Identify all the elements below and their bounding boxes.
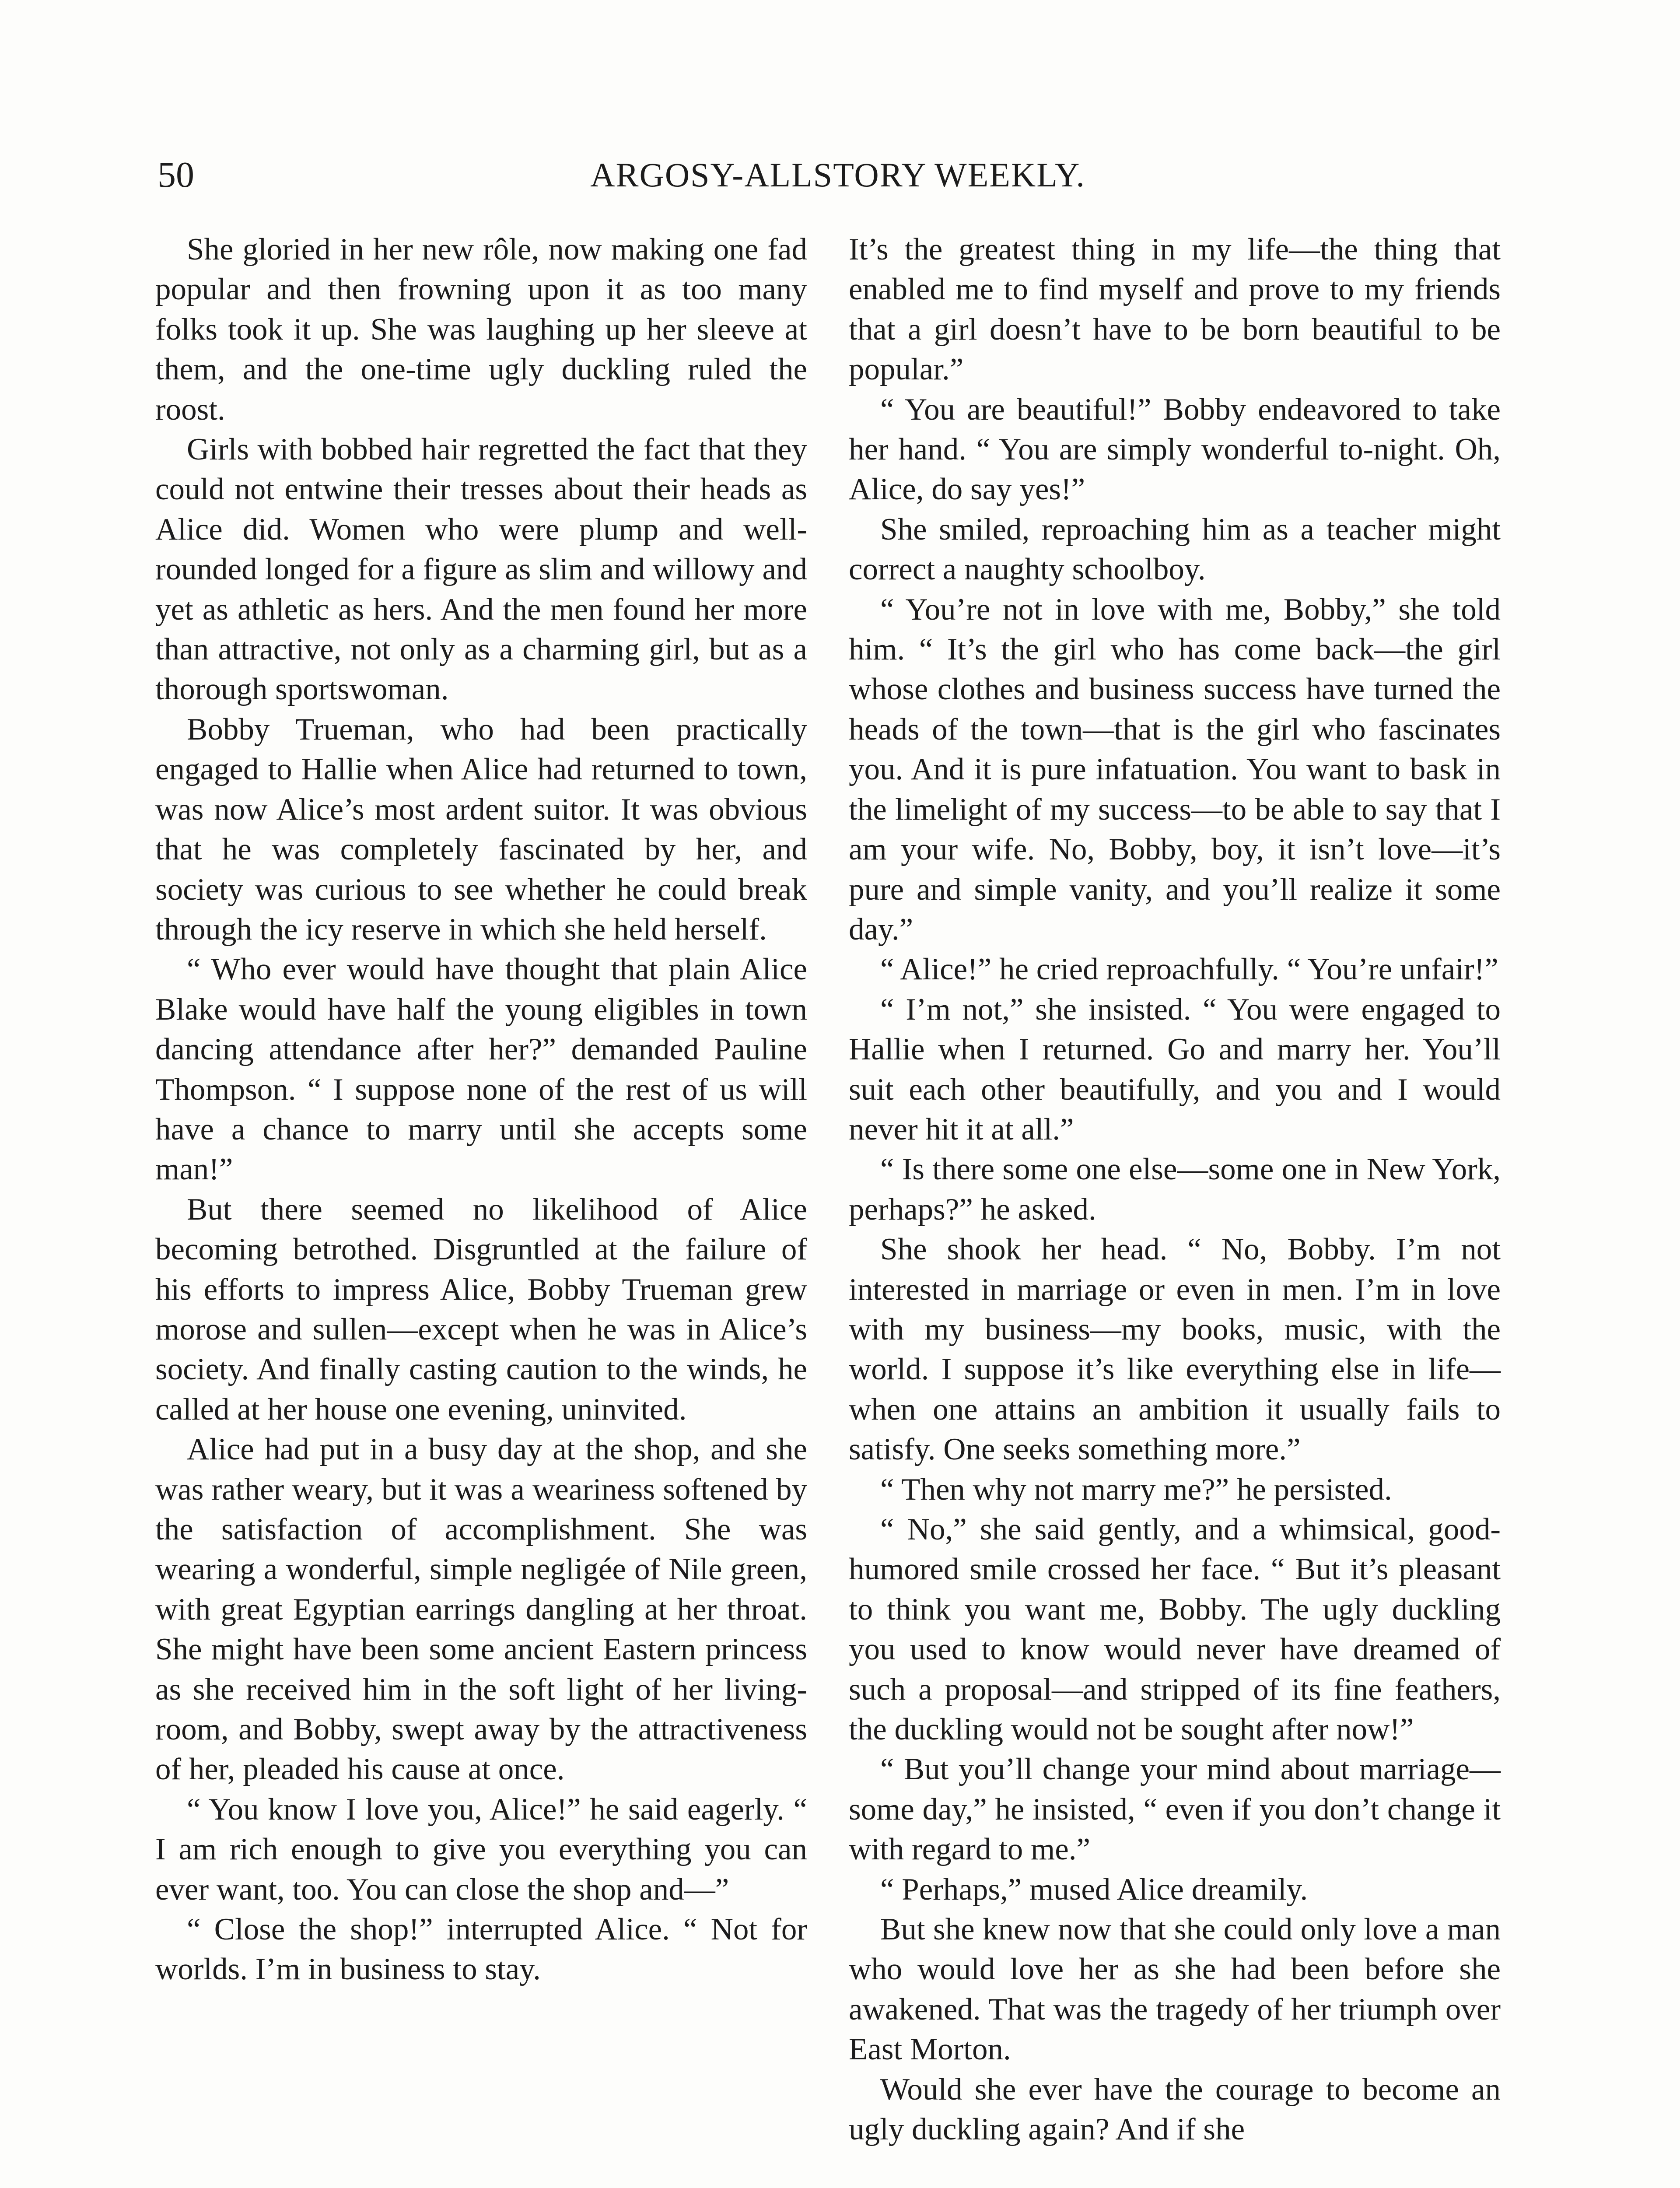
paragraph: “ You’re not in love with me, Bobby,” she told him. “ It’s the girl who has come back—the girl whose clothes and business success have turned the heads of the town—that is the girl who fascinates you. And it is pure infatuation. You want to bask in the limelight of my success—to be able to say that I am your wife. No, Bobby, boy, it isn’t love—it’s pure and simple vanity, and you’ll realize it some day.” — [849, 592, 1501, 947]
paragraph: Alice had put in a busy day at the shop, and she was rather weary, but it was a weariness softened by the satisfaction of accomplishment. She was wearing a wonderful, simple negligée of Nile green, with great Egyptian earrings dangling at her throat. She might have been some ancient Eastern princess as she received him in the soft light of her living-room, and Bobby, swept away by the attractiveness of her, pleaded his cause at once. — [155, 1432, 807, 1787]
right-column — [849, 230, 1501, 2150]
running-head: ARGOSY-ALLSTORY WEEKLY. — [590, 156, 1085, 194]
page-number: 50 — [158, 154, 194, 195]
paragraph: “ You are beautiful!” Bobby endeavored to take her hand. “ You are simply wonderful to-night. Oh, Alice, do say yes!” — [849, 392, 1501, 507]
paragraph: She gloried in her new rôle, now making one fad popular and then frowning upon it as too many folks took it up. She was laughing up her sleeve at them, and the one-time ugly duckling ruled the roost. — [155, 232, 807, 427]
paragraph: “ I’m not,” she insisted. “ You were engaged to Hallie when I returned. Go and marry her. You’ll suit each other beautifully, and you and I would never hit it at all.” — [849, 992, 1501, 1147]
page-header — [158, 149, 1518, 210]
paragraph: Bobby Trueman, who had been practically engaged to Hallie when Alice had returned to town, was now Alice’s most ardent suitor. It was obvious that he was completely fascinated by her, and society was curious to see whether he could break through the icy reserve in which she held herself. — [155, 712, 807, 947]
paragraph: “ Then why not marry me?” he persisted. — [880, 1472, 1392, 1507]
left-column — [155, 230, 807, 1990]
paragraph: “ You know I love you, Alice!” he said eagerly. “ I am rich enough to give you everything you can ever want, too. You can close the shop and—” — [155, 1792, 807, 1907]
paragraph: “ But you’ll change your mind about marriage—some day,” he insisted, “ even if you don’t change it with regard to me.” — [849, 1752, 1501, 1867]
paragraph: “ Alice!” he cried reproachfully. “ You’re unfair!” — [880, 952, 1498, 987]
paragraph: Girls with bobbed hair regretted the fact that they could not entwine their tresses about their heads as Alice did. Women who were plump and well-rounded longed for a figure as slim and willowy and yet as athletic as hers. And the men found her more than attractive, not only as a charming girl, but as a thorough sportswoman. — [155, 432, 807, 707]
paragraph: She shook her head. “ No, Bobby. I’m not interested in marriage or even in men. I’m in love with my business—my books, music, with the world. I suppose it’s like everything else in life—when one attains an ambition it usually fails to satisfy. One seeks something more.” — [849, 1232, 1501, 1467]
paragraph: But there seemed no likelihood of Alice becoming betrothed. Disgruntled at the failure of his efforts to impress Alice, Bobby Trueman grew morose and sullen—except when he was in Alice’s society. And finally casting caution to the winds, he called at her house one evening, uninvited. — [155, 1192, 807, 1427]
paragraph: “ Close the shop!” interrupted Alice. “ Not for worlds. I’m in business to stay. — [155, 1912, 807, 1987]
paragraph: “ Perhaps,” mused Alice dreamily. — [880, 1872, 1308, 1907]
paragraph: “ Is there some one else—some one in New York, perhaps?” he asked. — [849, 1152, 1501, 1227]
paragraph: But she knew now that she could only love a man who would love her as she had been before she awakened. That was the tragedy of her triumph over East Morton. — [849, 1912, 1501, 2067]
paragraph-continued: It’s the greatest thing in my life—the thing that enabled me to find myself and prove to my friends that a girl doesn’t have to be born beautiful to be popular.” — [849, 232, 1501, 387]
paragraph: “ No,” she said gently, and a whimsical, good-humored smile crossed her face. “ But it’s pleasant to think you want me, Bobby. The ugly duckling you used to know would never have dreamed of such a proposal—and stripped of its fine feathers, the duckling would not be sought after now!” — [849, 1512, 1501, 1747]
paragraph: “ Who ever would have thought that plain Alice Blake would have half the young eligibles in town dancing attendance after her?” demanded Pauline Thompson. “ I suppose none of the rest of us will have a chance to marry until she accepts some man!” — [155, 952, 807, 1187]
paragraph: Would she ever have the courage to become an ugly duckling again? And if she — [849, 2072, 1501, 2147]
paragraph: She smiled, reproaching him as a teacher might correct a naughty schoolboy. — [849, 512, 1501, 587]
